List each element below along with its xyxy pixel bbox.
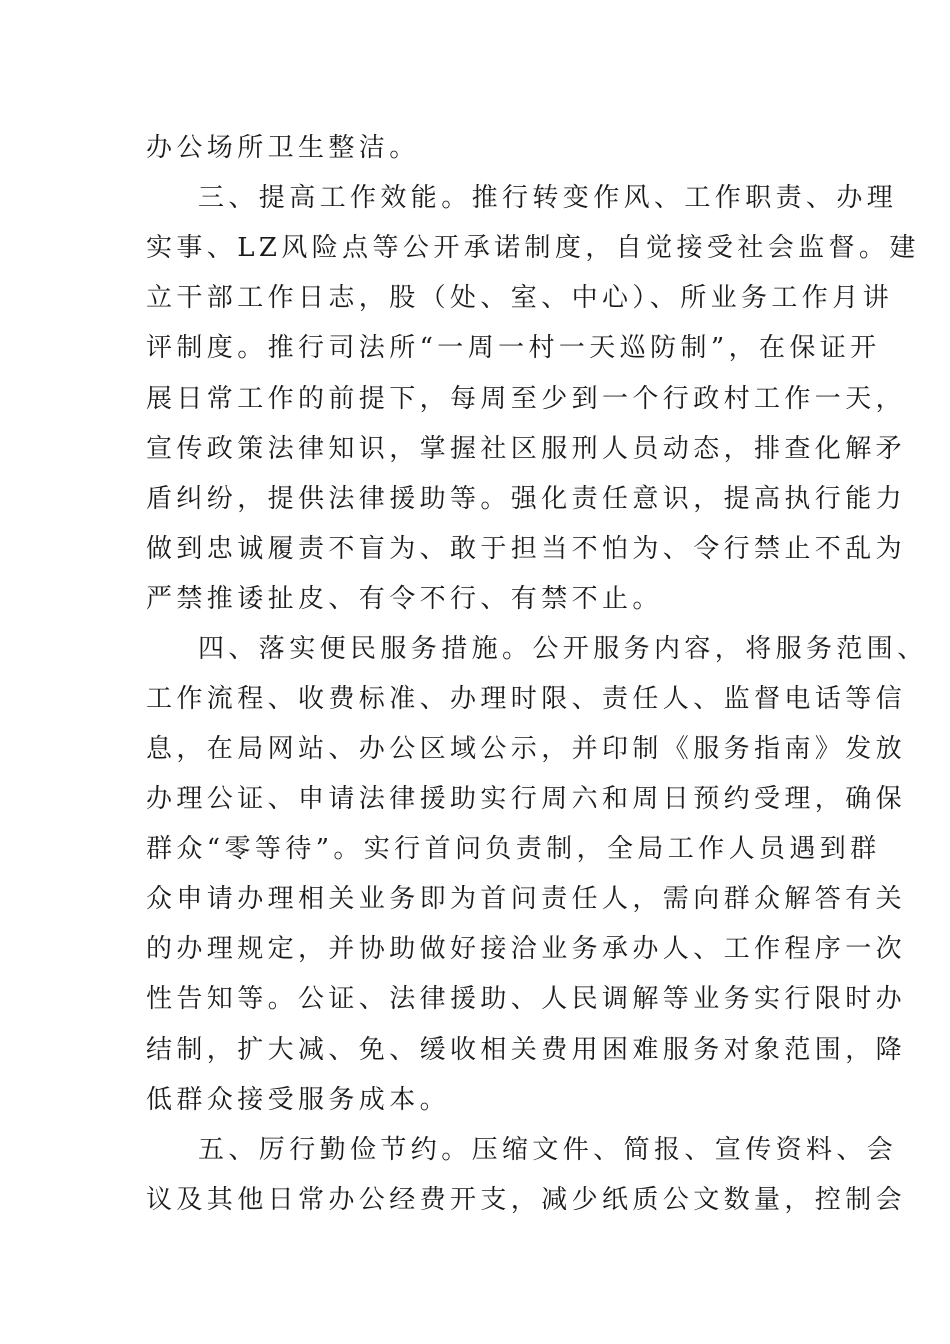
text-line-7: 宣传政策法律知识，掌握社区服刑人员动态，排查化解矛 [146, 434, 907, 464]
text-line-3: 实事、LZ风险点等公开承诺制度，自觉接受社会监督。建 [146, 233, 920, 263]
text-line-10: 严禁推诿扯皮、有令不行、有禁不止。 [146, 584, 663, 614]
text-line-8: 盾纠纷，提供法律援助等。强化责任意识，提高执行能力 [146, 484, 907, 514]
text-line-14: 办理公证、申请法律援助实行周六和周日预约受理，确保 [146, 784, 907, 814]
text-line-12: 工作流程、收费标准、办理时限、责任人、监督电话等信 [146, 684, 907, 714]
text-line-13: 息，在局网站、办公区域公示，并印制《服务指南》发放 [146, 734, 907, 764]
text-line-11: 四、落实便民服务措施。公开服务内容，将服务范围、 [198, 634, 928, 664]
text-line-9: 做到忠诚履责不盲为、敢于担当不怕为、令行禁止不乱为 [146, 534, 907, 564]
text-line-15: 群众“零等待”。实行首问负责制，全局工作人员遇到群 [146, 834, 881, 864]
text-line-1: 办公场所卫生整洁。 [146, 133, 420, 163]
text-line-22: 议及其他日常办公经费开支，减少纸质公文数量，控制会 [146, 1185, 907, 1215]
text-line-6: 展日常工作的前提下，每周至少到一个行政村工作一天， [146, 384, 907, 414]
text-line-18: 性告知等。公证、法律援助、人民调解等业务实行限时办 [146, 984, 907, 1014]
text-line-20: 低群众接受服务成本。 [146, 1085, 451, 1115]
text-line-19: 结制，扩大减、免、缓收相关费用困难服务对象范围，降 [146, 1035, 907, 1065]
text-line-21: 五、厉行勤俭节约。压缩文件、简报、宣传资料、会 [198, 1135, 898, 1165]
text-line-16: 众申请办理相关业务即为首问责任人，需向群众解答有关 [146, 884, 907, 914]
text-line-2: 三、提高工作效能。推行转变作风、工作职责、办理 [198, 183, 898, 213]
text-line-5: 评制度。推行司法所“一周一村一天巡防制”，在保证开 [146, 333, 881, 363]
text-line-4: 立干部工作日志，股（处、室、中心）、所业务工作月讲 [146, 283, 894, 313]
text-line-17: 的办理规定，并协助做好接洽业务承办人、工作程序一次 [146, 934, 907, 964]
